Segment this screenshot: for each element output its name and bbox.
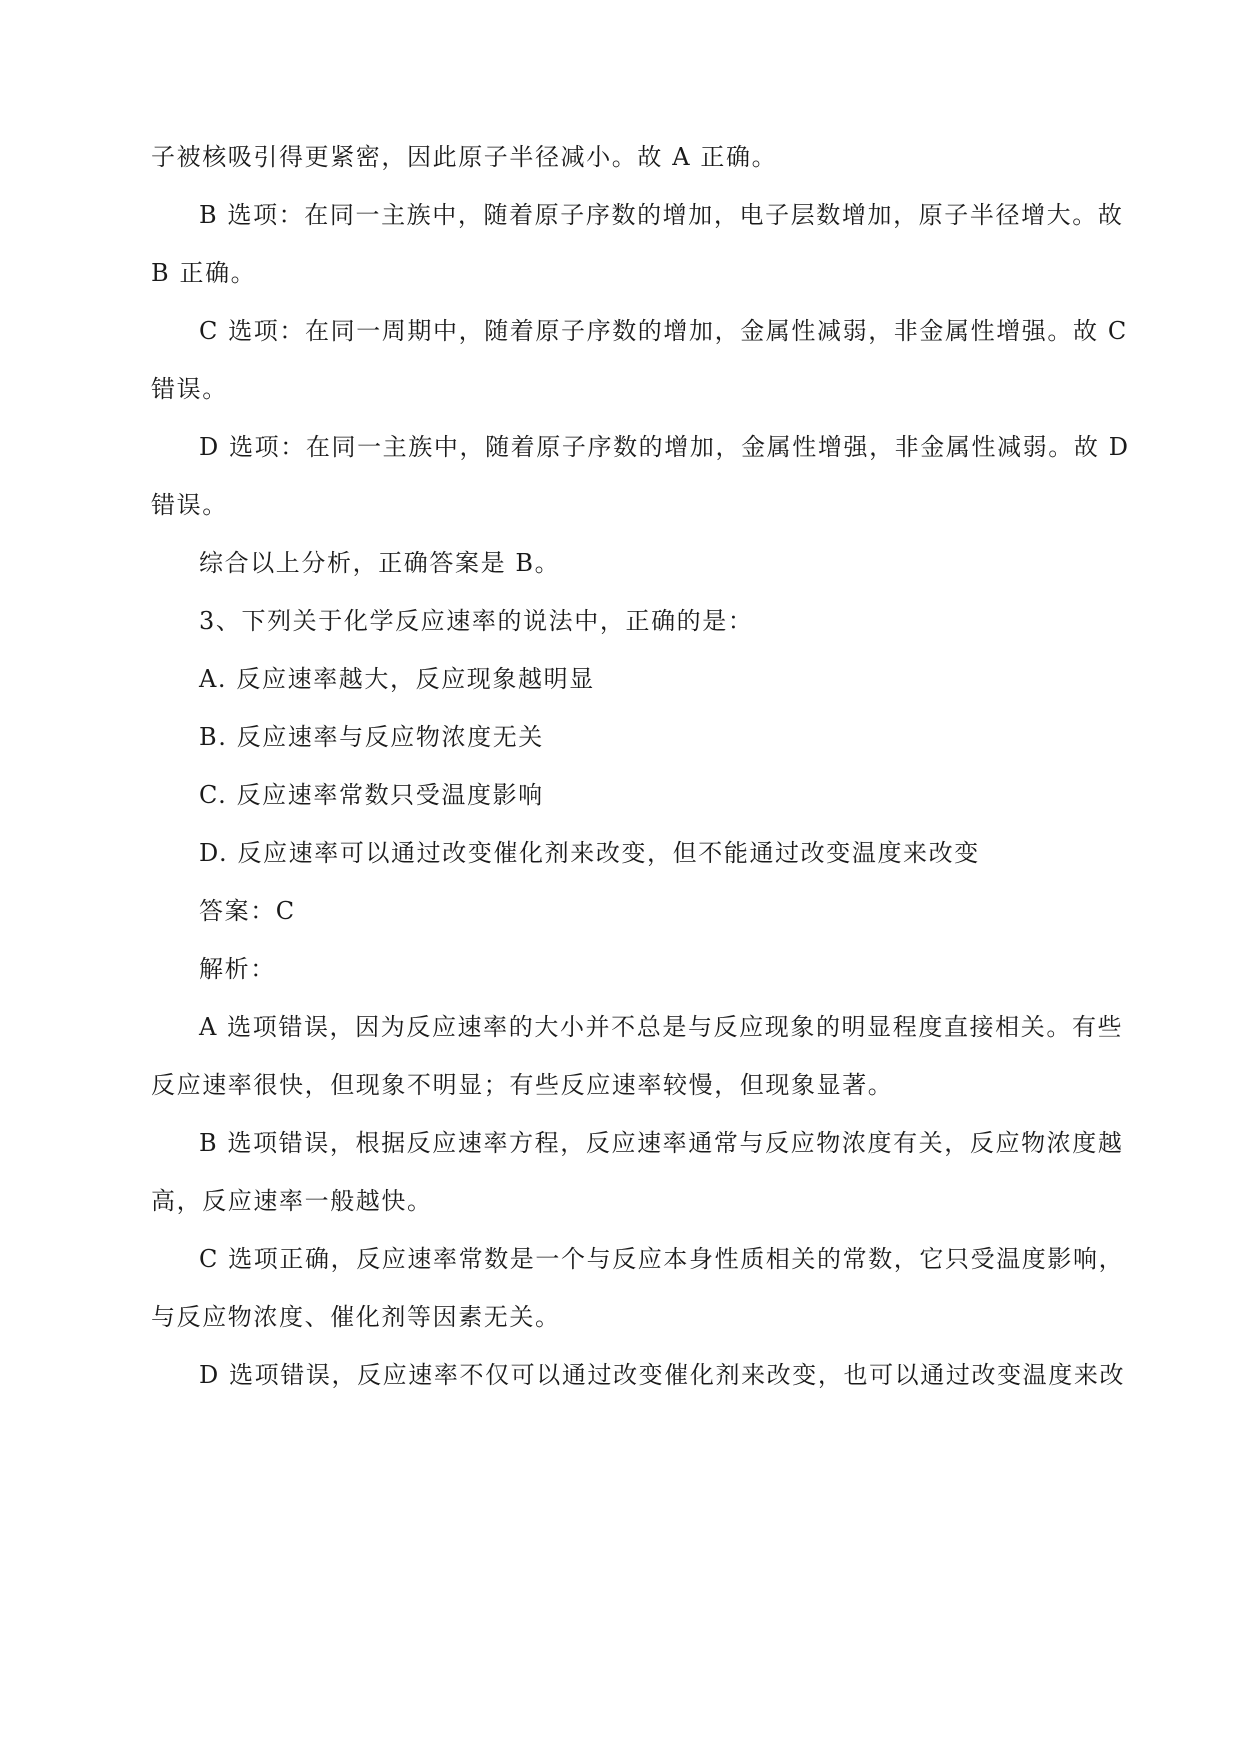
text-line: 错误。 xyxy=(151,375,228,403)
text-line: C 选项正确，反应速率常数是一个与反应本身性质相关的常数，它只受温度影响， xyxy=(199,1245,1125,1273)
text-line: B 正确。 xyxy=(151,259,257,287)
text-line: 高，反应速率一般越快。 xyxy=(151,1187,433,1215)
text-line: 子被核吸引得更紧密，因此原子半径减小。故 A 正确。 xyxy=(151,143,778,171)
text-line: B 选项错误，根据反应速率方程，反应速率通常与反应物浓度有关，反应物浓度越 xyxy=(199,1129,1124,1157)
text-line: A 选项错误，因为反应速率的大小并不总是与反应现象的明显程度直接相关。有些 xyxy=(199,1013,1124,1041)
analysis-heading: 解析： xyxy=(199,955,276,983)
option-b: B. 反应速率与反应物浓度无关 xyxy=(199,723,544,751)
option-d: D. 反应速率可以通过改变催化剂来改变，但不能通过改变温度来改变 xyxy=(199,839,980,867)
text-line: D 选项错误，反应速率不仅可以通过改变催化剂来改变，也可以通过改变温度来改 xyxy=(199,1361,1126,1389)
text-line: 综合以上分析，正确答案是 B。 xyxy=(199,549,561,577)
answer-line: 答案：C xyxy=(199,897,296,925)
text-line: 与反应物浓度、催化剂等因素无关。 xyxy=(151,1303,561,1331)
question-title: 3、下列关于化学反应速率的说法中，正确的是： xyxy=(199,607,754,635)
option-c: C. 反应速率常数只受温度影响 xyxy=(199,781,544,809)
text-line: D 选项：在同一主族中，随着原子序数的增加，金属性增强，非金属性减弱。故 D xyxy=(199,433,1130,461)
text-line: 错误。 xyxy=(151,491,228,519)
text-line: B 选项：在同一主族中，随着原子序数的增加，电子层数增加，原子半径增大。故 xyxy=(199,201,1124,229)
text-line: 反应速率很快，但现象不明显；有些反应速率较慢，但现象显著。 xyxy=(151,1071,894,1099)
text-line: C 选项：在同一周期中，随着原子序数的增加，金属性减弱，非金属性增强。故 C xyxy=(199,317,1128,345)
option-a: A. 反应速率越大，反应现象越明显 xyxy=(199,665,595,693)
